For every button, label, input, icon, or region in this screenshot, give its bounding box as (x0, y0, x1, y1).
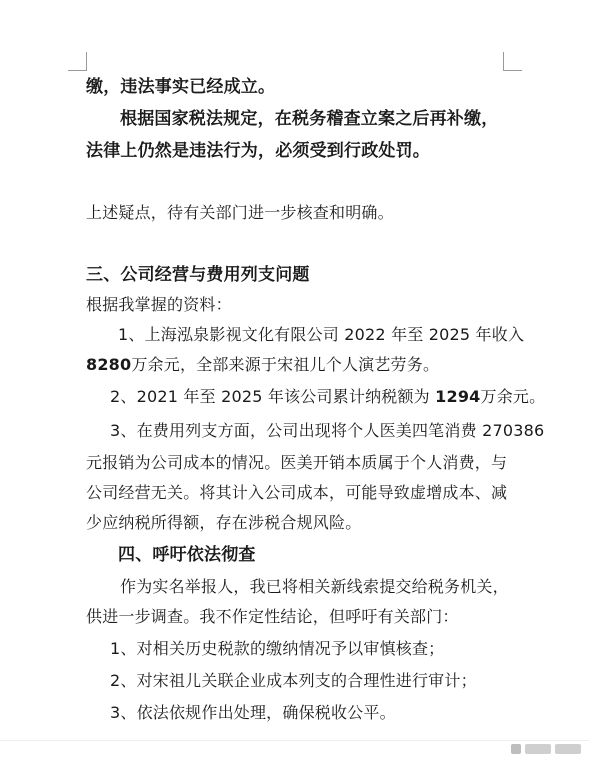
paragraph-line: 根据国家税法规定，在税务稽查立案之后再补缴， (120, 109, 499, 129)
paragraph-line: 缴，违法事实已经成立。 (86, 77, 276, 97)
list-item: 3、在费用列支方面，公司出现将个人医美四笔消费 270386 (110, 421, 545, 440)
paragraph-line: 根据我掌握的资料： (86, 295, 232, 314)
list-item (110, 386, 545, 408)
section-heading: 四、呼吁依法彻查 (118, 545, 256, 565)
list-item: 元报销为公司成本的情况。医美开销本质属于个人消费，与 (86, 453, 508, 472)
list-item: 1、对相关历史税款的缴纳情况予以审慎核查； (110, 639, 445, 658)
list-item-text: 2、2021 年至 2025 年该公司累计纳税额为 (110, 387, 436, 406)
list-item: 公司经营无关。将其计入公司成本，可能导致虚增成本、减 (86, 483, 508, 502)
highlighted-number: 8280 (86, 355, 132, 374)
paragraph-line: 作为实名举报人，我已将相关新线索提交给税务机关， (120, 577, 509, 596)
list-item: 1、上海泓泉影视文化有限公司 2022 年至 2025 年收入 (118, 325, 525, 344)
paragraph-line: 供进一步调查。我不作定性结论，但呼吁有关部门： (86, 607, 459, 626)
paragraph-line: 法律上仍然是违法行为，必须受到行政处罚。 (86, 141, 430, 161)
list-item: 3、依法依规作出处理，确保税收公平。 (110, 703, 396, 722)
paragraph-line: 上述疑点，待有关部门进一步核查和明确。 (86, 203, 394, 222)
list-item (86, 354, 439, 376)
crop-mark-top-right (503, 52, 522, 71)
watermark-icon (511, 744, 581, 754)
list-item: 2、对宋祖儿关联企业成本列支的合理性进行审计； (110, 671, 477, 690)
list-item: 少应纳税所得额，存在涉税合规风险。 (86, 513, 362, 532)
page-divider (0, 740, 589, 741)
section-heading: 三、公司经营与费用列支问题 (86, 265, 310, 285)
list-item-text: 万余元，全部来源于宋祖儿个人演艺劳务。 (131, 355, 440, 374)
list-item-text: 万余元。 (480, 387, 546, 406)
highlighted-number: 1294 (435, 387, 481, 406)
crop-mark-top-left (68, 52, 87, 71)
